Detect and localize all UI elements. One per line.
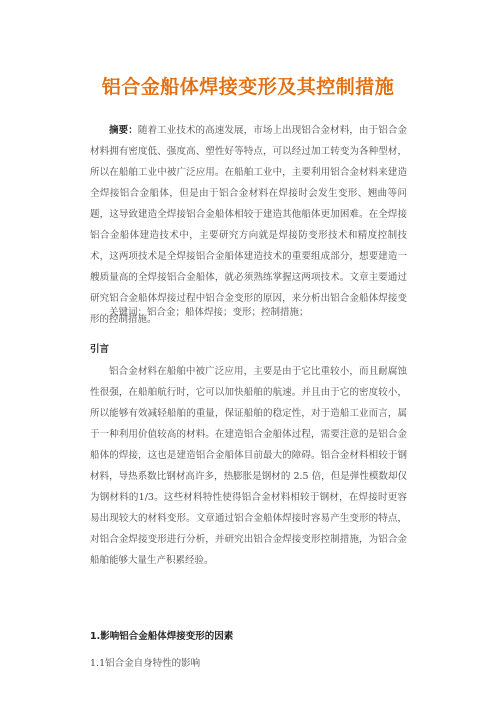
abstract-label: 摘要： (109, 125, 138, 136)
document-title: 铝合金船体焊接变形及其控制措施 (101, 76, 395, 98)
abstract-text: 随着工业技术的高速发展，市场上出现铝合金材料，由于铝合金材料拥有密度低、强度高、塑性好等特点，可以经过加工转变为各种型材，所以在船舶工业中被广泛应用。在船舶工业中，主要利用铝合金材料来建造全焊接铝合金船体，但是由于铝合金材料在焊接时会发生变形、翘曲等问题，这导致建造全焊接铝合金船体相较于建造其他船体更加困难。在全焊接铝合金船体建造技术中，主要研究方向就是焊接防变形技术和精度控制技术，这两项技术是全焊接铝合金船体建造技术的重要组成部分，想要建造一艘质量高的全焊接铝合金船体，就必须熟练掌握这两项技术。文章主要通过研究铝合金船体焊接过程中铝合金变形的原因，来分析出铝合金船体焊接变形的控制措施。 (90, 125, 407, 325)
section-1-1-heading: 1.1铝合金自身特性的影响 (90, 658, 201, 669)
section-1-heading: 1.影响铝合金船体焊接变形的因素 (90, 631, 234, 642)
intro-heading: 引言 (90, 344, 110, 355)
intro-paragraph: 铝合金材料在船舶中被广泛应用，主要是由于它比重较小，而且耐腐蚀性很强，在船舶航行时，它可以加快船舶的航速。并且由于它的密度较小，所以能够有效减轻船舶的重量，保证船舶的稳定性，对于造船工业而言，属于一种利用价值较高的材料。在建造铝合金船体过程，需要注意的是铝合金船体的焊接，这也是建造铝合金船体目前最大的障碍。铝合金材料相较于钢材料，导热系数比钢材高许多，热膨胀是钢材的 2.5 倍，但是弹性模数却仅为钢材料的1/3。这些材料特性使得铝合金材料相较于钢材，在焊接时更容易出现较大的材料变形。文章通过铝合金船体焊接时容易产生变形的特点，对铝合金焊接变形进行分析，并研究出铝合金焊接变形控制措施，为铝合金船舶能够大量生产积累经验。 (90, 366, 407, 566)
keywords-line: 关键词：铝合金；船体焊接；变形；控制措施； (109, 307, 309, 318)
abstract-paragraph (90, 120, 407, 330)
